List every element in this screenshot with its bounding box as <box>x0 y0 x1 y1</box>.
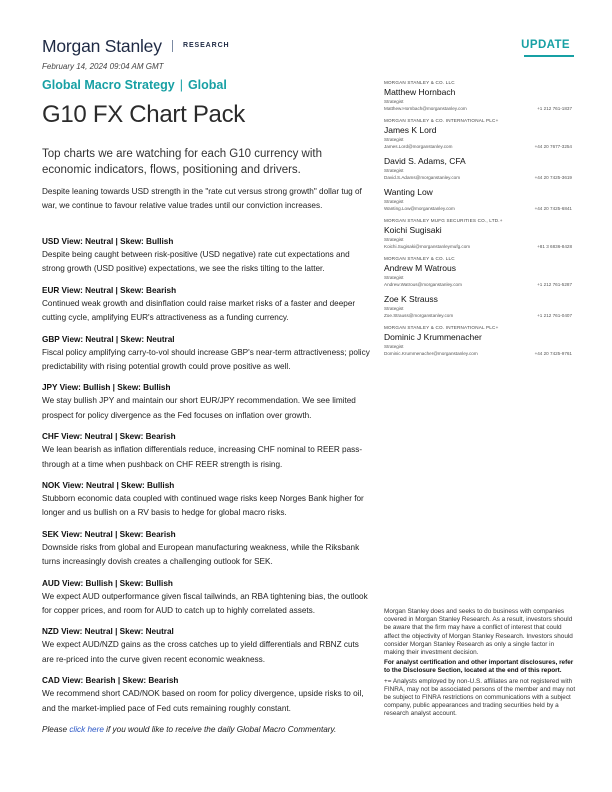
firm-name: MORGAN STANLEY & CO. LLC <box>384 80 455 85</box>
view-heading: AUD View: Bullish | Skew: Bullish <box>42 578 173 588</box>
analyst-name: Zoe K Strauss <box>384 294 438 304</box>
analyst-group <box>384 325 576 358</box>
analyst-name: Koichi Sugisaki <box>384 225 442 235</box>
series-name: Global Macro Strategy <box>42 78 175 92</box>
analyst-card <box>384 156 576 182</box>
view-body: Despite being caught between risk-positive (USD negative) rate cut expectations and strong growth (USD positive) expectations, we see the risks tilting to the latter. <box>42 250 350 274</box>
analyst-name: Andrew M Watrous <box>384 263 456 273</box>
analyst-role: Strategist <box>384 137 404 142</box>
view-body: We expect AUD outperformance given fiscal tailwinds, an RBA tightening bias, the outlook for copper prices, and room for AUD to catch up to highly correlated assets. <box>42 591 368 615</box>
view-chf <box>42 431 372 480</box>
series-separator: | <box>179 78 183 92</box>
view-body: Downside risks from global and European manufacturing weakness, while the Riksbank turns increasingly dovish creates a challenging outlook for SEK. <box>42 542 360 567</box>
intro-paragraph: Despite leaning towards USD strength in the "rate cut versus strong growth" dollar tug of war, we continue to favour relative value trades until our conviction increases. <box>42 187 362 211</box>
analyst-phone: +1 212 761-1837 <box>537 106 572 111</box>
view-nok <box>42 480 372 529</box>
series-region: Global <box>187 78 227 92</box>
analyst-role: Strategist <box>384 344 404 349</box>
disclosure-block <box>384 608 576 721</box>
analyst-contact <box>384 281 576 289</box>
analyst-contact <box>384 243 576 251</box>
analyst-email[interactable]: James.Lord@morganstanley.com <box>384 144 453 149</box>
analyst-card <box>384 125 576 151</box>
view-heading: CHF View: Neutral | Skew: Bearish <box>42 432 176 442</box>
subscribe-text-before: Please <box>42 725 70 734</box>
view-jpy <box>42 382 372 431</box>
subscribe-text-after: if you would like to receive the daily Global Macro Commentary. <box>103 725 337 734</box>
analyst-phone: +81 3 6836-8428 <box>537 244 572 249</box>
view-nzd <box>42 626 372 675</box>
analyst-card <box>384 263 576 289</box>
view-aud <box>42 578 372 627</box>
analyst-email[interactable]: Koichi.Sugisaki@morganstanleymufg.com <box>384 244 471 249</box>
analyst-phone: +1 212 761-5287 <box>537 282 572 287</box>
series-title <box>42 78 227 92</box>
view-eur <box>42 285 372 334</box>
view-body: Stubborn economic data coupled with continued wage risks keep Norges Bank higher for longer and us bullish on a RV basis to hedge for global macro risks. <box>42 493 364 518</box>
analyst-card <box>384 187 576 213</box>
view-heading: NOK View: Neutral | Skew: Bullish <box>42 480 175 490</box>
analyst-group <box>384 118 576 213</box>
analyst-email[interactable]: Andrew.Watrous@morganstanley.com <box>384 282 462 287</box>
view-heading: USD View: Neutral | Skew: Bullish <box>42 237 174 246</box>
firm-name: MORGAN STANLEY & CO. LLC <box>384 256 455 261</box>
conflict-disclosure: Morgan Stanley does and seeks to do business with companies covered in Morgan Stanley Research. As a result, investors should be aware that the firm may have a conflict of interest that could affect the objectivity of Morgan Stanley Research. Investors should consider Morgan Stanley Research as only a single factor in making their investment decision. <box>384 608 573 657</box>
view-body: We recommend short CAD/NOK based on room for policy divergence, upside risks to oil, and the market-implied pace of Fed cuts remaining roughly constant. <box>42 689 364 713</box>
analyst-email[interactable]: Zoe.Strauss@morganstanley.com <box>384 313 454 318</box>
view-body: We lean bearish as inflation differentials reduce, increasing CHF nominal to REER pass-through at a time when pushback on CHF REER strength is rising. <box>42 445 363 469</box>
report-subtitle: Top charts we are watching for each G10 currency with economic indicators, flows, positioning and drivers. <box>42 148 322 176</box>
report-title: G10 FX Chart Pack <box>42 101 245 128</box>
analyst-contact <box>384 143 576 151</box>
analyst-role: Strategist <box>384 99 404 104</box>
view-gbp <box>42 334 372 383</box>
analyst-name: Wanting Low <box>384 187 433 197</box>
report-header <box>42 36 576 60</box>
analyst-sidebar <box>384 80 576 363</box>
analyst-card <box>384 87 576 113</box>
analyst-role: Strategist <box>384 237 404 242</box>
analyst-email[interactable]: David.S.Adams@morganstanley.com <box>384 175 461 180</box>
publication-date: February 14, 2024 09:04 AM GMT <box>42 62 164 71</box>
view-body: We expect AUD/NZD gains as the cross catches up to yield differentials and RBNZ cuts are re-priced into the curve given recent economic weakness. <box>42 640 359 664</box>
view-heading: CAD View: Bearish | Skew: Bearish <box>42 676 179 686</box>
firm-name: MORGAN STANLEY & CO. INTERNATIONAL PLC+ <box>384 118 499 123</box>
view-heading: JPY View: Bullish | Skew: Bullish <box>42 383 171 393</box>
analyst-name: Dominic J Krummenacher <box>384 332 482 342</box>
finra-note: += Analysts employed by non-U.S. affiliates are not registered with FINRA, may not be associated persons of the member and may not be subject to FINRA restrictions on communications with a subject company, public appearances and trading securities held by a research analyst account. <box>384 677 576 718</box>
firm-name: MORGAN STANLEY & CO. INTERNATIONAL PLC+ <box>384 325 499 330</box>
analyst-email[interactable]: Wanting.Low@morganstanley.com <box>384 206 455 211</box>
analyst-name: Matthew Hornbach <box>384 87 456 97</box>
morgan-stanley-logo: Morgan Stanley <box>42 36 162 56</box>
update-underline <box>524 55 574 57</box>
update-badge: UPDATE <box>521 39 570 51</box>
view-cad <box>42 675 372 724</box>
analyst-card <box>384 294 576 320</box>
analyst-phone: +44 20 7425-6841 <box>534 206 572 211</box>
view-body: Fiscal policy amplifying carry-to-vol should increase GBP's near-term attractiveness; policy predictability with rising potential growth could prove positive as well. <box>42 347 370 371</box>
analyst-role: Strategist <box>384 168 404 173</box>
view-body: Continued weak growth and disinflation could raise market risks of a faster and deeper cutting cycle, amplifying EUR's attractiveness as a funding currency. <box>42 298 356 323</box>
view-heading: EUR View: Neutral | Skew: Bearish <box>42 285 177 295</box>
view-body: We stay bullish JPY and maintain our short EUR/JPY recommendation. We see limited prospect for policy divergence as the Fed focuses on inflation over growth. <box>42 396 356 420</box>
analyst-contact <box>384 205 576 213</box>
view-sek <box>42 529 372 578</box>
currency-views <box>42 236 372 724</box>
analyst-contact <box>384 350 576 358</box>
subscribe-link[interactable]: click here <box>69 725 104 734</box>
header-divider <box>172 40 173 52</box>
analyst-phone: +44 20 7425-9761 <box>534 351 572 356</box>
analyst-role: Strategist <box>384 306 404 311</box>
view-heading: NZD View: Neutral | Skew: Neutral <box>42 627 174 637</box>
analyst-email[interactable]: Matthew.Hornbach@morganstanley.com <box>384 106 467 111</box>
certification-note: For analyst certification and other important disclosures, refer to the Disclosure Section, located at the end of this report. <box>384 659 574 675</box>
analyst-card <box>384 332 576 358</box>
analyst-contact <box>384 174 576 182</box>
analyst-role: Strategist <box>384 199 404 204</box>
analyst-name: James K Lord <box>384 125 437 135</box>
research-label: RESEARCH <box>183 42 230 49</box>
firm-name: MORGAN STANLEY MUFG SECURITIES CO., LTD.+ <box>384 218 503 223</box>
view-usd <box>42 236 372 285</box>
analyst-group <box>384 80 576 113</box>
analyst-phone: +44 20 7677-3254 <box>534 144 572 149</box>
analyst-group <box>384 218 576 251</box>
analyst-role: Strategist <box>384 275 404 280</box>
view-heading: SEK View: Neutral | Skew: Bearish <box>42 529 176 539</box>
analyst-contact <box>384 105 576 113</box>
analyst-email[interactable]: Dominic.Krummenacher@morganstanley.com <box>384 351 478 356</box>
analyst-phone: +1 212 761-0407 <box>537 313 572 318</box>
analyst-contact <box>384 312 576 320</box>
view-heading: GBP View: Neutral | Skew: Neutral <box>42 334 175 344</box>
analyst-phone: +44 20 7425-3619 <box>534 175 572 180</box>
subscribe-note <box>42 725 336 734</box>
analyst-card <box>384 225 576 251</box>
analyst-name: David S. Adams, CFA <box>384 156 466 166</box>
analyst-group <box>384 256 576 320</box>
